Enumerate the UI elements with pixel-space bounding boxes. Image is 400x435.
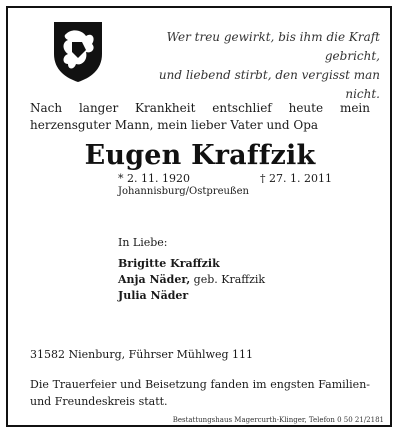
memorial-quote	[150, 28, 380, 104]
funeral-home-imprint: Bestattungshaus Magercurth-Klinger, Telefon 0 50 21/2181	[172, 416, 384, 424]
family-address: 31582 Nienburg, Führser Mühlweg 111	[30, 348, 254, 361]
deceased-name: Eugen Kraffzik	[84, 140, 316, 171]
mourner-name: Anja Näder,	[118, 273, 191, 286]
quote-line: und liebend stirbt, den vergisst man nicht.	[158, 68, 380, 101]
mourner-list	[118, 256, 265, 304]
mourner-name: Brigitte Kraffzik	[118, 257, 220, 270]
mourner-suffix: geb. Kraffzik	[190, 273, 266, 286]
funeral-note: Die Trauerfeier und Beisetzung fanden im engsten Familien- und Freundeskreis statt.	[30, 378, 370, 408]
birth-date: * 2. 11. 1920	[118, 172, 190, 185]
death-date: † 27. 1. 2011	[260, 172, 332, 185]
mourner-item	[118, 256, 265, 272]
heraldic-crest-icon	[52, 20, 104, 84]
announcement-text: Nach langer Krankheit entschlief heute mein herzensguter Mann, mein lieber Vater und Opa	[30, 101, 370, 132]
mourner-name: Julia Näder	[118, 289, 189, 302]
quote-line: Wer treu gewirkt, bis ihm die Kraft gebricht,	[166, 30, 380, 63]
birthplace: Johannisburg/Ostpreußen	[118, 186, 249, 197]
mourner-item	[118, 272, 265, 288]
in-love-label: In Liebe:	[118, 236, 168, 249]
mourner-item	[118, 288, 265, 304]
